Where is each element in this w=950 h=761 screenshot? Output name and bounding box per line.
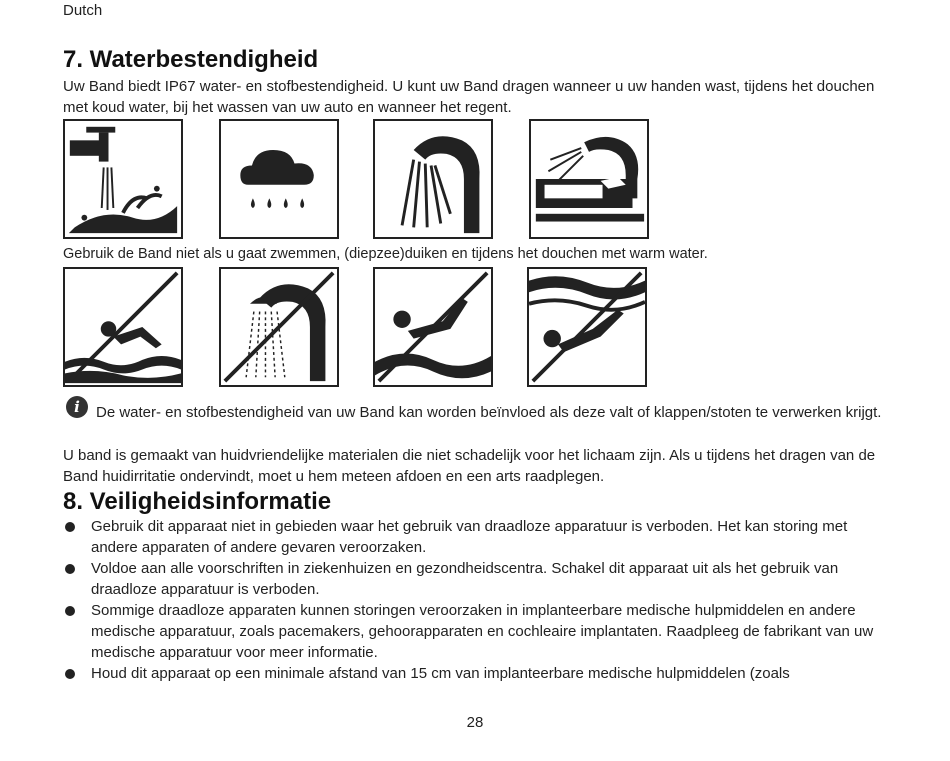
safety-list — [63, 516, 893, 684]
no-diving-icon — [373, 267, 493, 387]
section-7-title: 7. Waterbestendigheid — [63, 46, 319, 73]
car-wash-icon — [529, 119, 649, 239]
swimming-warning: Gebruik de Band niet als u gaat zwemmen, (diepzee)duiken en tijdens het douchen met warm water. — [63, 246, 708, 262]
language-label: Dutch — [63, 2, 103, 19]
rain-icon — [219, 119, 339, 239]
bullet-icon — [65, 669, 75, 679]
no-hot-shower-icon — [219, 267, 339, 387]
cold-shower-icon — [373, 119, 493, 239]
bullet-icon — [65, 564, 75, 574]
list-item: Gebruik dit apparaat niet in gebieden waar het gebruik van draadloze apparatuur is verboden. Het kan storing met andere apparaten of andere gevaren veroorzaken. — [63, 516, 893, 558]
durability-note: De water- en stofbestendigheid van uw Band kan worden beïnvloed als deze valt of klappen/stoten te verwerken krijgt. — [96, 404, 882, 421]
list-item: Houd dit apparaat op een minimale afstand van 15 cm van implanteerbare medische hulpmiddelen (zoals — [63, 663, 893, 684]
section-8-title: 8. Veiligheidsinformatie — [63, 488, 332, 515]
bullet-icon — [65, 522, 75, 532]
no-deep-sea-diving-icon — [527, 267, 647, 387]
water-resistance-intro: Uw Band biedt IP67 water- en stofbestendigheid. U kunt uw Band dragen wanneer u uw handen wast, tijdens het douchen met koud water, bij het wassen van uw auto en wanneer het regent. — [63, 78, 875, 116]
page-number: 28 — [466, 714, 484, 731]
list-item: Sommige draadloze apparaten kunnen storingen veroorzaken in implanteerbare medische hulpmiddelen en andere medische apparatuur, zoals pacemakers, gehoorapparaten en cochleaire implantaten. Raadpleeg de fabrikant van uw medische apparatuur voor meer informatie. — [63, 600, 893, 663]
no-swimming-icon — [63, 267, 183, 387]
list-item: Voldoe aan alle voorschriften in ziekenhuizen en gezondheidscentra. Schakel dit apparaat uit als het gebruik van draadloze apparatuur is verboden. — [63, 558, 893, 600]
info-icon: i — [66, 396, 88, 418]
skin-irritation-text: U band is gemaakt van huidvriendelijke materialen die niet schadelijk voor het lichaam zijn. Als u tijdens het dragen van de Band huidirritatie ondervindt, moet u hem meteen afdoen en een arts raadplegen. — [63, 447, 876, 485]
hand-washing-icon — [63, 119, 183, 239]
bullet-icon — [65, 606, 75, 616]
